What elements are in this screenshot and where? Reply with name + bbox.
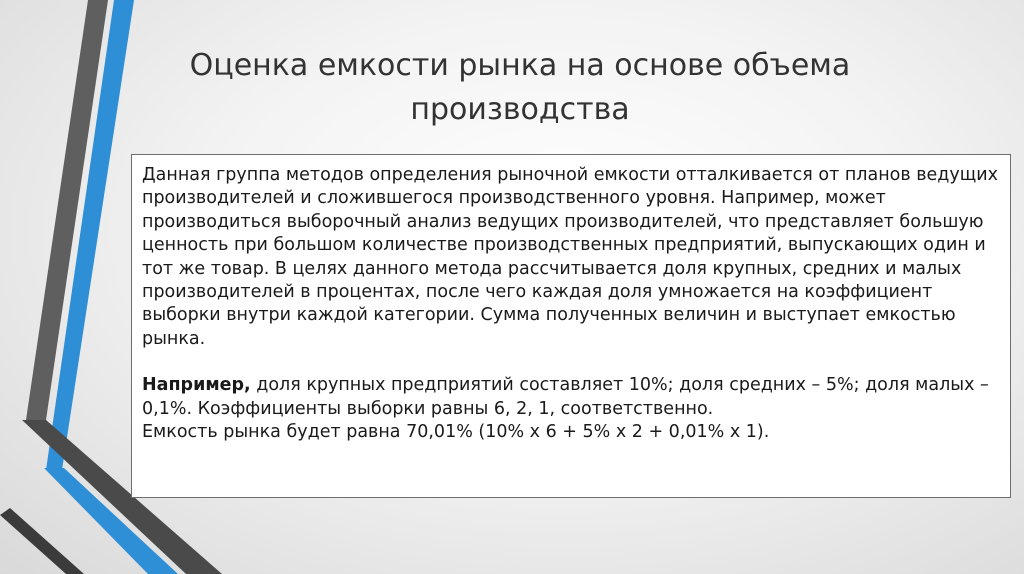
title-line-2: производства [410, 92, 630, 127]
result-line: Емкость рынка будет равна 70,01% (10% х 6 + 5% х 2 + 0,01% х 1). [142, 422, 770, 443]
example-label: Например, [142, 375, 251, 396]
example-paragraph [142, 374, 1000, 444]
example-text: доля крупных предприятий составляет 10%; доля средних – 5%; доля малых – 0,1%. Коэффициенты выборки равны 6, 2, 1, соответственно. [142, 375, 989, 419]
dark-stripe-lower [0, 508, 84, 574]
content-box [131, 154, 1011, 498]
method-description: Данная группа методов определения рыночной емкости отталкивается от планов ведущих производителей и сложившегося производственного уровня. Например, может производиться выборочный анализ ведущих производителей, что представляет большую ценность при большом количестве производственных предприятий, выпускающих один и тот же товар. В целях данного метода рассчитывается доля крупных, средних и малых производителей в процентах, после чего каждая доля умножается на коэффициент выборки внутри каждой категории. Сумма полученных величин и выступает емкостью рынка. [142, 165, 998, 349]
slide-title [150, 44, 890, 132]
title-line-1: Оценка емкости рынка на основе объема [189, 48, 851, 83]
